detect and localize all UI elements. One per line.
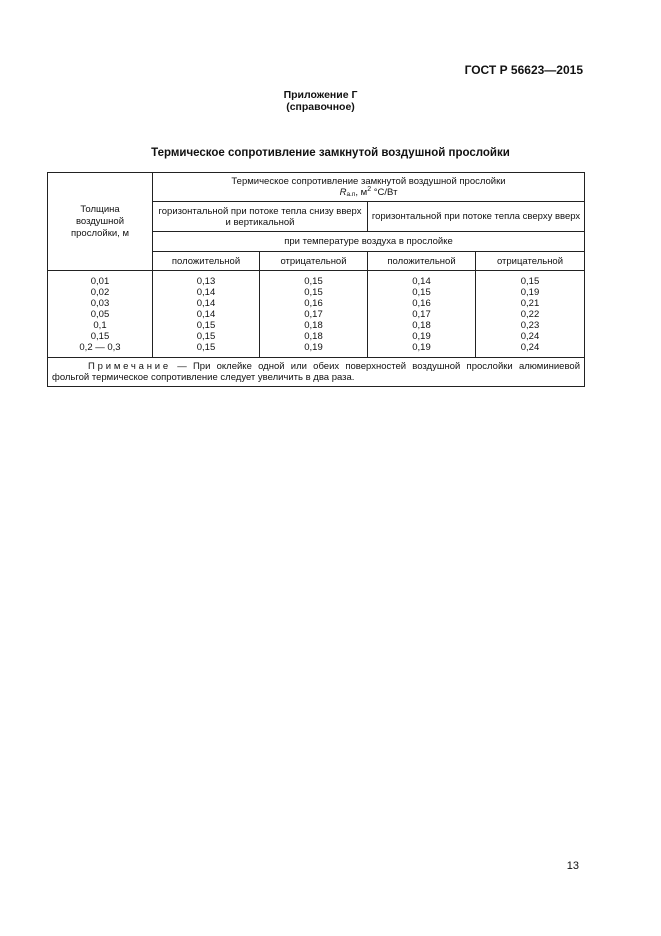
cell-value: 0,15 (196, 331, 216, 342)
cell-value: 0,18 (304, 320, 323, 331)
document-title: Термическое сопротивление замкнутой воздушной прослойки (151, 147, 510, 159)
values-row (48, 271, 585, 358)
unit-tail: °С/Вт (371, 187, 398, 198)
values-column-2 (260, 271, 368, 358)
appendix-label: Приложение Г (283, 89, 358, 101)
sign-header-negative-2: отрицательной (476, 252, 585, 271)
cell-value: 0,15 (412, 287, 431, 298)
thickness-value: 0,2 — 0,3 (79, 342, 121, 353)
thermal-resistance-table (47, 172, 585, 387)
thickness-value: 0,1 (93, 320, 107, 331)
values-column-4 (476, 271, 585, 358)
resistance-header-text: Термическое сопротивление замкнутой воздушной прослойки (231, 176, 506, 187)
thickness-value: 0,05 (90, 309, 110, 320)
cell-value: 0,17 (304, 309, 323, 320)
cell-value: 0,19 (520, 287, 540, 298)
cell-value: 0,13 (196, 276, 216, 287)
resistance-header (153, 173, 585, 202)
cell-value: 0,23 (520, 320, 540, 331)
unit-rest: , м (355, 187, 368, 198)
thickness-value: 0,15 (90, 331, 110, 342)
thickness-value: 0,03 (90, 298, 110, 309)
cell-value: 0,15 (196, 342, 216, 353)
cell-value: 0,15 (304, 287, 323, 298)
cell-value: 0,15 (520, 276, 540, 287)
cell-value: 0,19 (412, 331, 431, 342)
cell-value: 0,18 (304, 331, 323, 342)
thickness-value: 0,02 (90, 287, 110, 298)
note-prefix: Примечание (88, 361, 171, 372)
resistance-unit (156, 187, 581, 198)
thickness-column (48, 271, 153, 358)
sign-header-positive-1: положительной (153, 252, 260, 271)
unit-subscript: а.п (346, 191, 356, 198)
temperature-header: при температуре воздуха в прослойке (153, 232, 585, 252)
cell-value: 0,15 (196, 320, 216, 331)
note-text: — При оклейке одной или обеих поверхностей воздушной прослойки алюминиевой фольгой термическое сопротивление следует увеличить в два раза. (52, 361, 580, 383)
appendix-heading (0, 89, 661, 113)
thickness-value: 0,01 (90, 276, 110, 287)
cell-value: 0,21 (520, 298, 540, 309)
cell-value: 0,19 (304, 342, 323, 353)
table-header-row (48, 173, 585, 202)
unit-symbol: R (339, 187, 347, 198)
orientation-header-2: горизонтальной при потоке тепла сверху вверх (368, 202, 585, 232)
thickness-header-text: Толщина воздушной прослойки, м (71, 203, 129, 239)
orientation-header-1: горизонтальной при потоке тепла снизу вверх и вертикальной (153, 202, 368, 232)
standard-code: ГОСТ Р 56623—2015 (464, 63, 583, 77)
cell-value: 0,19 (412, 342, 431, 353)
table-note (48, 358, 585, 387)
cell-value: 0,14 (196, 298, 216, 309)
values-column-3 (368, 271, 476, 358)
cell-value: 0,14 (196, 309, 216, 320)
cell-value: 0,15 (304, 276, 323, 287)
cell-value: 0,24 (520, 331, 540, 342)
cell-value: 0,16 (304, 298, 323, 309)
appendix-note: (справочное) (286, 101, 355, 113)
unit-sup: 2 (367, 186, 372, 193)
cell-value: 0,14 (196, 287, 216, 298)
sign-header-negative-1: отрицательной (260, 252, 368, 271)
thickness-header (48, 173, 153, 271)
cell-value: 0,18 (412, 320, 431, 331)
cell-value: 0,22 (520, 309, 540, 320)
page-number: 13 (566, 860, 579, 872)
sign-header-positive-2: положительной (368, 252, 476, 271)
cell-value: 0,14 (412, 276, 431, 287)
values-column-1 (153, 271, 260, 358)
note-row (48, 358, 585, 387)
cell-value: 0,24 (520, 342, 540, 353)
cell-value: 0,16 (412, 298, 431, 309)
cell-value: 0,17 (412, 309, 431, 320)
